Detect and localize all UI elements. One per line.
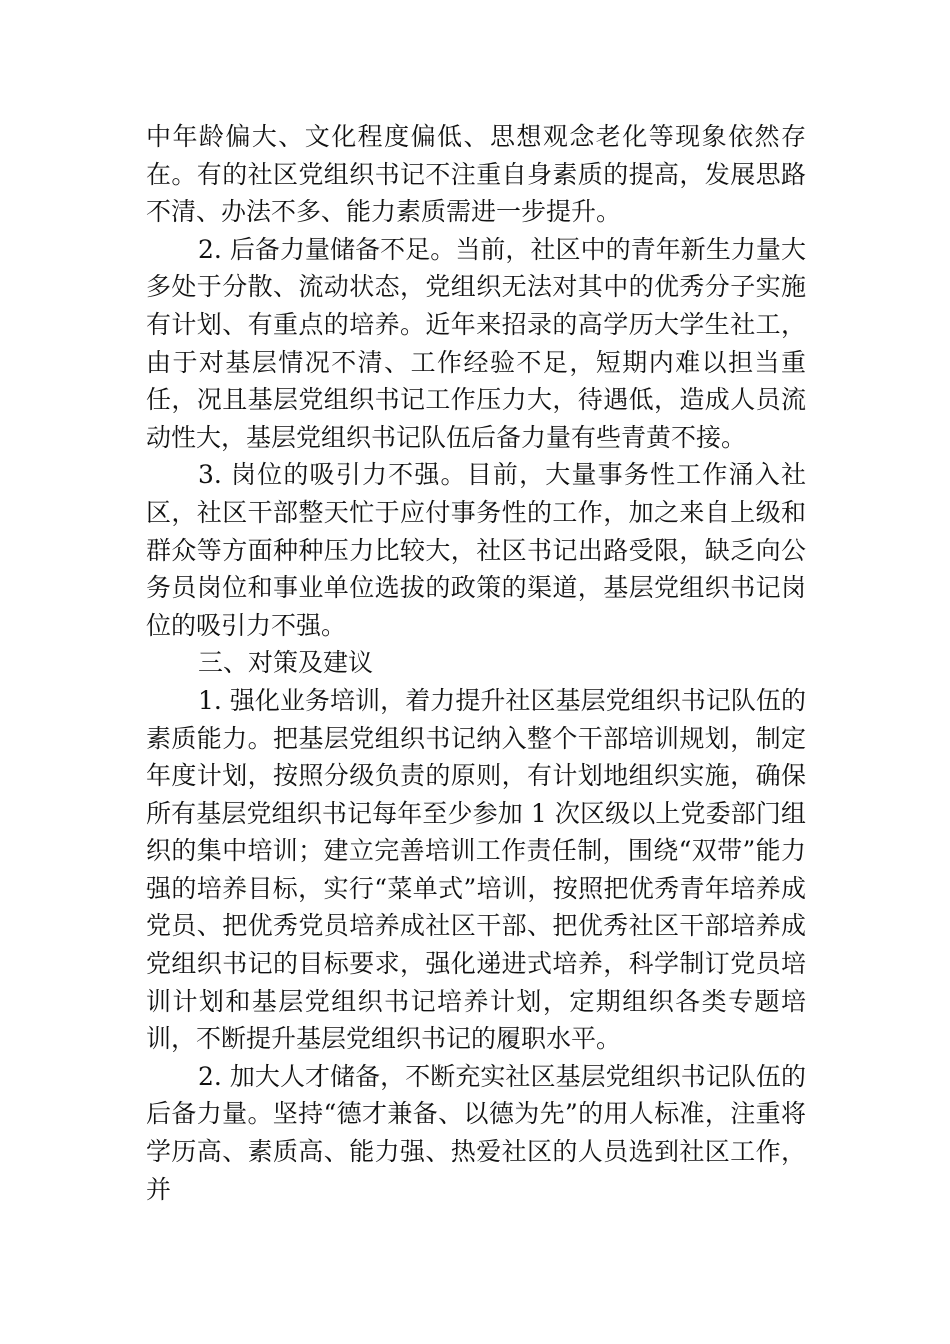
paragraph-3: 3. 岗位的吸引力不强。目前，大量事务性工作涌入社区，社区干部整天忙于应付事务性的工作，加之来自上级和群众等方面种种压力比较大，社区书记出路受限，缺乏向公务员岗位和事业单位选拔的政策的渠道，基层党组织书记岗位的吸引力不强。	[146, 460, 806, 640]
paragraph-2: 2. 后备力量储备不足。当前，社区中的青年新生力量大多处于分散、流动状态，党组织无法对其中的优秀分子实施有计划、有重点的培养。近年来招录的高学历大学生社工，由于对基层情况不清、工作经验不足，短期内难以担当重任，况且基层党组织书记工作压力大，待遇低，造成人员流动性大，基层党组织书记队伍后备力量有些青黄不接。	[146, 234, 806, 452]
section-heading: 三、对策及建议	[198, 648, 374, 678]
paragraph-4: 1. 强化业务培训，着力提升社区基层党组织书记队伍的素质能力。把基层党组织书记纳入整个干部培训规划，制定年度计划，按照分级负责的原则，有计划地组织实施，确保所有基层党组织书记每年至少参加 1 次区级以上党委部门组织的集中培训；建立完善培训工作责任制，围绕“双带”能力强的培养目标，实行“菜单式”培训，按照把优秀青年培养成党员、把优秀党员培养成社区干部、把优秀社区干部培养成党组织书记的目标要求，强化递进式培养，科学制订党员培训计划和基层党组织书记培养计划，定期组织各类专题培训，不断提升基层党组织书记的履职水平。	[146, 685, 806, 1054]
document-page	[146, 118, 806, 1208]
paragraph-5: 2. 加大人才储备，不断充实社区基层党组织书记队伍的后备力量。坚持“德才兼备、以德为先”的用人标准，注重将学历高、素质高、能力强、热爱社区的人员选到社区工作，并	[146, 1061, 806, 1204]
paragraph-1: 中年龄偏大、文化程度偏低、思想观念老化等现象依然存在。有的社区党组织书记不注重自身素质的提高，发展思路不清、办法不多、能力素质需进一步提升。	[146, 122, 806, 227]
